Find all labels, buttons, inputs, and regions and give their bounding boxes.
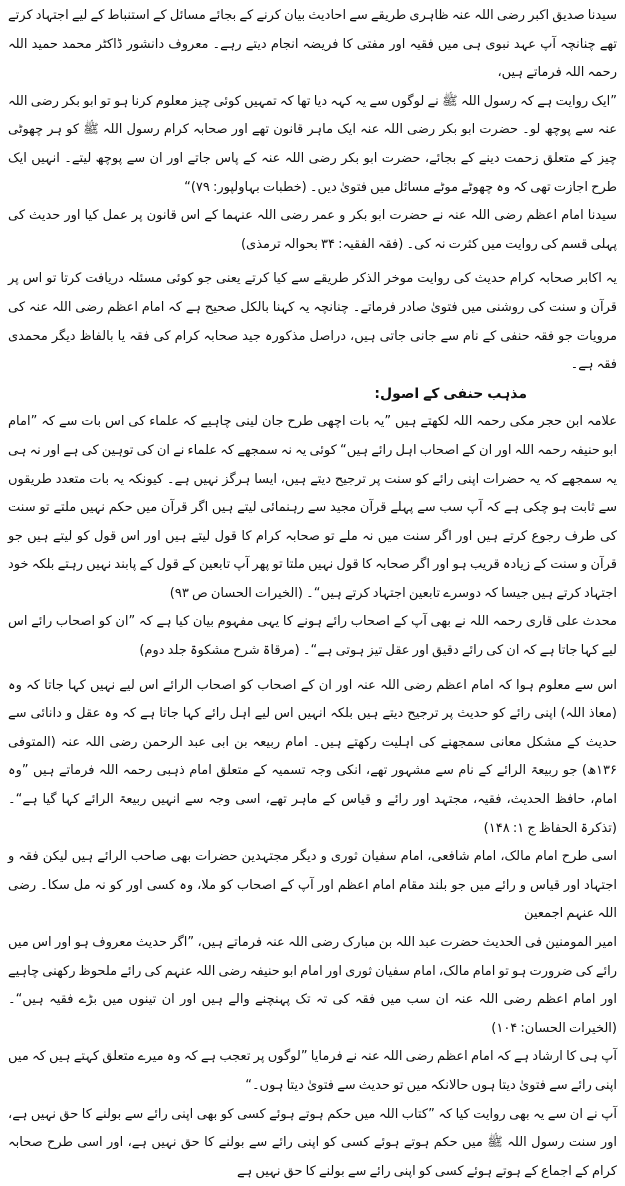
paragraph-ali-qari: محدث علی قاری رحمہ اللہ نے بھی آپ کے اصحاب رائے ہونے کا یہی مفہوم بیان کیا ہے کہ ”ان کو اصحاب رائے اس لیے کہا جاتا ہے کہ ان کی رائے دقیق اور عقل تیز ہوتی ہے“۔ (مرقاۃ شرح مشکوۃ جلد دوم) xyxy=(8,614,617,659)
paragraph-final-narration: آپ نے ان سے یہ بھی روایت کیا کہ ”کتاب اللہ میں حکم ہوتے ہوئے کسی کو بھی اپنی رائے سے بولنے کا حق نہیں ہے، اور سنت رسول اللہ ﷺ میں حکم ہوتے ہوئے کسی کو اپنی رائے سے بولنے کا حق نہیں ہے، اور اسی طرح صحابہ کرام کے اجماع کے ہوتے ہوئے کسی کو اپنی رائے سے بولنے کا حق نہیں ہے xyxy=(8,1106,617,1179)
paragraph-imam-azam-practice: سیدنا امام اعظم رضی اللہ عنہ نے حضرت ابو بکر و عمر رضی اللہ عنہما کے اس قانون پر عمل کیا اور حدیث کی پہلی قسم کی روایت میں کثرت نہ کی۔ (فقہ الفقیہ: ۳۴ بحوالہ ترمذی) xyxy=(8,208,617,252)
quote-hamidullah: ”ایک روایت ہے کہ رسول اللہ ﷺ نے لوگوں سے یہ کہہ دیا تھا کہ تمہیں کوئی چیز معلوم کرنا ہو تو ابو بکر رضی اللہ عنہ سے پوچھ لو۔ حضرت ابو بکر رضی اللہ عنہ ایک ماہر قانون تھے اور صحابہ کرام رسول اللہ ﷺ کو ہر چھوٹی چیز کے متعلق زحمت دینے کے بجائے، حضرت ابو بکر رضی اللہ عنہ کے پاس جاتے اور ان سے پوچھ لیتے۔ انہیں ایک طرح اجازت تھی کہ وہ چھوٹے موٹے مسائل میں فتویٰ دیں۔ (خطبات بہاولپور: ۷۹)“ xyxy=(8,93,617,195)
section-heading-hanafi-principles: مذہب حنفی کے اصول: xyxy=(374,385,527,402)
paragraph-other-mujtahids: اسی طرح امام مالک، امام شافعی، امام سفیان ثوری و دیگر مجتہدین حضرات بھی صاحب الرائے ہیں لیکن فقہ و اجتہاد اور قیاس و رائے میں جو بلند مقام امام اعظم اور آپ کے اصحاب کو ملا، وہ کسی اور کو نہ مل سکا۔ رضی اللہ عنہم اجمعین xyxy=(8,849,617,922)
paragraph-imam-statement: آپ ہی کا ارشاد ہے کہ امام اعظم رضی اللہ عنہ نے فرمایا ”لوگوں پر تعجب ہے کہ وہ میرے متعلق کہتے ہیں کہ میں اپنی رائے سے فتویٰ دیتا ہوں حالانکہ میں تو حدیث سے فتویٰ دیتا ہوں۔“ xyxy=(8,1049,617,1093)
paragraph-ibn-mubarak: امیر المومنین فی الحدیث حضرت عبد اللہ بن مبارک رضی اللہ عنہ فرماتے ہیں، ”اگر حدیث معروف ہو اور اس میں رائے کی ضرورت ہو تو امام مالک، امام سفیان ثوری اور امام ابو حنیفہ رضی اللہ عنہم کی رائے ملحوظ رکھنی چاہیے اور امام اعظم رضی اللہ عنہ ان سب میں فقہ کی تہ تک پہنچنے والے ہیں اور ان تینوں میں بڑے فقیہ ہیں“۔ (الخیرات الحسان: ۱۰۴) xyxy=(8,935,617,1036)
paragraph-ashab-al-rai: اس سے معلوم ہوا کہ امام اعظم رضی اللہ عنہ اور ان کے اصحاب کو اصحاب الرائے اس لیے نہیں کہا جاتا کہ وہ (معاذ اللہ) اپنی رائے کو حدیث پر ترجیح دیتے ہیں بلکہ انہیں اس لیے اہل رائے کہا جاتا ہے کہ وہ عقل و دانائی سے حدیث کے مشکل معانی سمجھنے کی اہلیت رکھتے ہیں۔ امام ربیعہ بن ابی عبد الرحمن رضی اللہ عنہ (المتوفی ۱۳۶ھ) جو ربیعۃ الرائے کے نام سے مشہور تھے، انکی وجہ تسمیہ کے متعلق امام ذہبی رحمہ اللہ فرماتے ہیں ”وہ امام، حافظ الحدیث، فقیہ، مجتہد اور رائے و قیاس کے ماہر تھے، اسی وجہ سے انہیں ربیعۃ الرائے کہا گیا ہے“۔ (تذکرۃ الحفاظ ج ۱: ۱۴۸) xyxy=(8,677,617,836)
paragraph-ibn-hajar: علامہ ابن حجر مکی رحمہ اللہ لکھتے ہیں ”یہ بات اچھی طرح جان لینی چاہیے کہ علماء کی اس بات سے کہ ”امام ابو حنیفہ رحمہ اللہ اور ان کے اصحاب اہل رائے ہیں“ کوئی یہ نہ سمجھے کہ علماء نے ان کی توہین کی ہے اور نہ ہی یہ سمجھے کہ یہ حضرات اپنی رائے کو سنت پر ترجیح دیتے ہیں، ایسا ہرگز نہیں ہے۔ کیونکہ یہ بات متعدد طریقوں سے ثابت ہو چکی ہے کہ آپ سب سے پہلے قرآن مجید سے رہنمائی لیتے ہیں اگر قرآن میں حکم نہیں ملتے تو سنت کی طرف رجوع کرتے ہیں اور اگر سنت میں نہ ملے تو صحابہ کرام کا قول لیتے ہیں اور اس قول کو لیتے ہیں جو قرآن و سنت کے زیادہ قریب ہو اور اگر صحابہ کا قول نہیں ملتا تو پھر آپ تابعین کے قول کے پابند نہیں رہتے بلکہ خود اجتہاد کرتے ہیں جیسا کہ دوسرے تابعین اجتہاد کرتے ہیں“۔ (الخیرات الحسان ص ۹۳) xyxy=(7,414,617,601)
paragraph-akabir-sahaba: یہ اکابر صحابہ کرام حدیث کی روایت موخر الذکر طریقے سے کیا کرتے یعنی جو کوئی مسئلہ دریافت کرتا تو اس پر قرآن و سنت کی روشنی میں فتویٰ صادر فرماتے۔ چنانچہ یہ کہنا بالکل صحیح ہے کہ امام اعظم رضی اللہ عنہ کی مرویات جو فقہ حنفی کے نام سے جانی جاتی ہیں، دراصل مذکورہ جید صحابہ کرام کی فقہ یا بالفاظ دیگر محمدی فقہ ہے۔ xyxy=(8,271,617,373)
paragraph-siddiq-akbar: سیدنا صدیق اکبر رضی اللہ عنہ ظاہری طریقے سے احادیث بیان کرنے کے بجائے مسائل کے استنباط کے لیے اجتہاد کرتے تھے چنانچہ آپ عہد نبوی ہی میں فقیہ اور مفتی کا فریضہ انجام دیتے رہے۔ معروف دانشور ڈاکٹر محمد حمید اللہ رحمہ اللہ فرماتے ہیں، xyxy=(8,8,617,81)
